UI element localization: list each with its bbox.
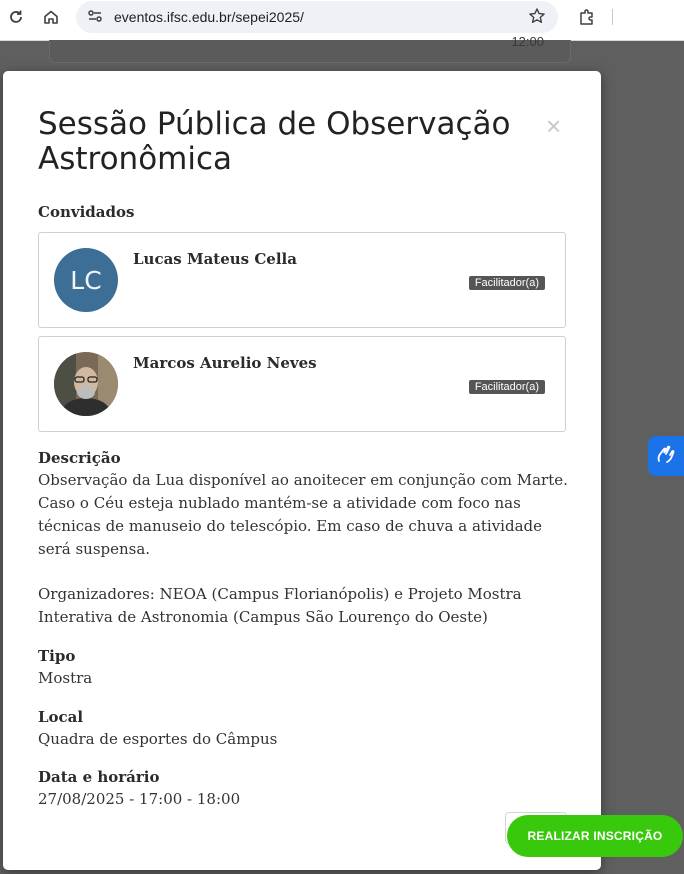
- register-button[interactable]: REALIZAR INSCRIÇÃO: [507, 815, 683, 857]
- close-button[interactable]: ×: [546, 111, 562, 141]
- address-bar[interactable]: [76, 1, 558, 33]
- url-text: eventos.ifsc.edu.br/sepei2025/: [114, 9, 304, 25]
- bookmark-star-icon[interactable]: [528, 7, 546, 30]
- description-line: Observação da Lua disponível ao anoitecer em conjunção com Marte.: [38, 471, 568, 489]
- background-event-card: [49, 34, 571, 63]
- guests-heading: Convidados: [38, 203, 135, 221]
- home-icon[interactable]: [40, 6, 62, 28]
- type-heading: Tipo: [38, 647, 76, 665]
- guest-name: Lucas Mateus Cella: [133, 250, 297, 268]
- role-badge: Facilitador(a): [469, 276, 545, 290]
- guest-card: [38, 336, 566, 432]
- background-time-text: 12:00: [511, 34, 544, 49]
- organizers-line: Interativa de Astronomia (Campus São Lourenço do Oeste): [38, 608, 488, 626]
- organizers-text: [38, 583, 522, 629]
- description-line: técnicas de manuseio do telescópio. Em caso de chuva a atividade: [38, 517, 543, 535]
- toolbar-divider: [612, 9, 613, 25]
- role-badge: Facilitador(a): [469, 380, 545, 394]
- organizers-line: Organizadores: NEOA (Campus Florianópolis) e Projeto Mostra: [38, 585, 522, 603]
- location-heading: Local: [38, 708, 84, 726]
- guest-name: Marcos Aurelio Neves: [133, 354, 317, 372]
- avatar: LC: [54, 248, 118, 312]
- description-line: Caso o Céu esteja nublado mantém-se a atividade com foco nas: [38, 494, 521, 512]
- sign-language-widget[interactable]: [648, 436, 684, 476]
- event-details-modal: [3, 71, 601, 870]
- guest-card: [38, 232, 566, 328]
- browser-toolbar: [0, 0, 684, 41]
- avatar-photo: [54, 352, 118, 416]
- type-value: Mostra: [38, 669, 93, 687]
- description-line: será suspensa.: [38, 540, 151, 558]
- reload-icon[interactable]: [5, 6, 27, 28]
- description-heading: Descrição: [38, 449, 121, 467]
- location-value: Quadra de esportes do Câmpus: [38, 730, 278, 748]
- site-info-icon[interactable]: [86, 7, 104, 30]
- datetime-heading: Data e horário: [38, 768, 160, 786]
- description-text: [38, 469, 568, 561]
- hands-icon: [654, 442, 678, 471]
- extensions-icon[interactable]: [576, 6, 598, 28]
- datetime-value: 27/08/2025 - 17:00 - 18:00: [38, 790, 241, 808]
- modal-title: Sessão Pública de Observação Astronômica: [38, 106, 511, 177]
